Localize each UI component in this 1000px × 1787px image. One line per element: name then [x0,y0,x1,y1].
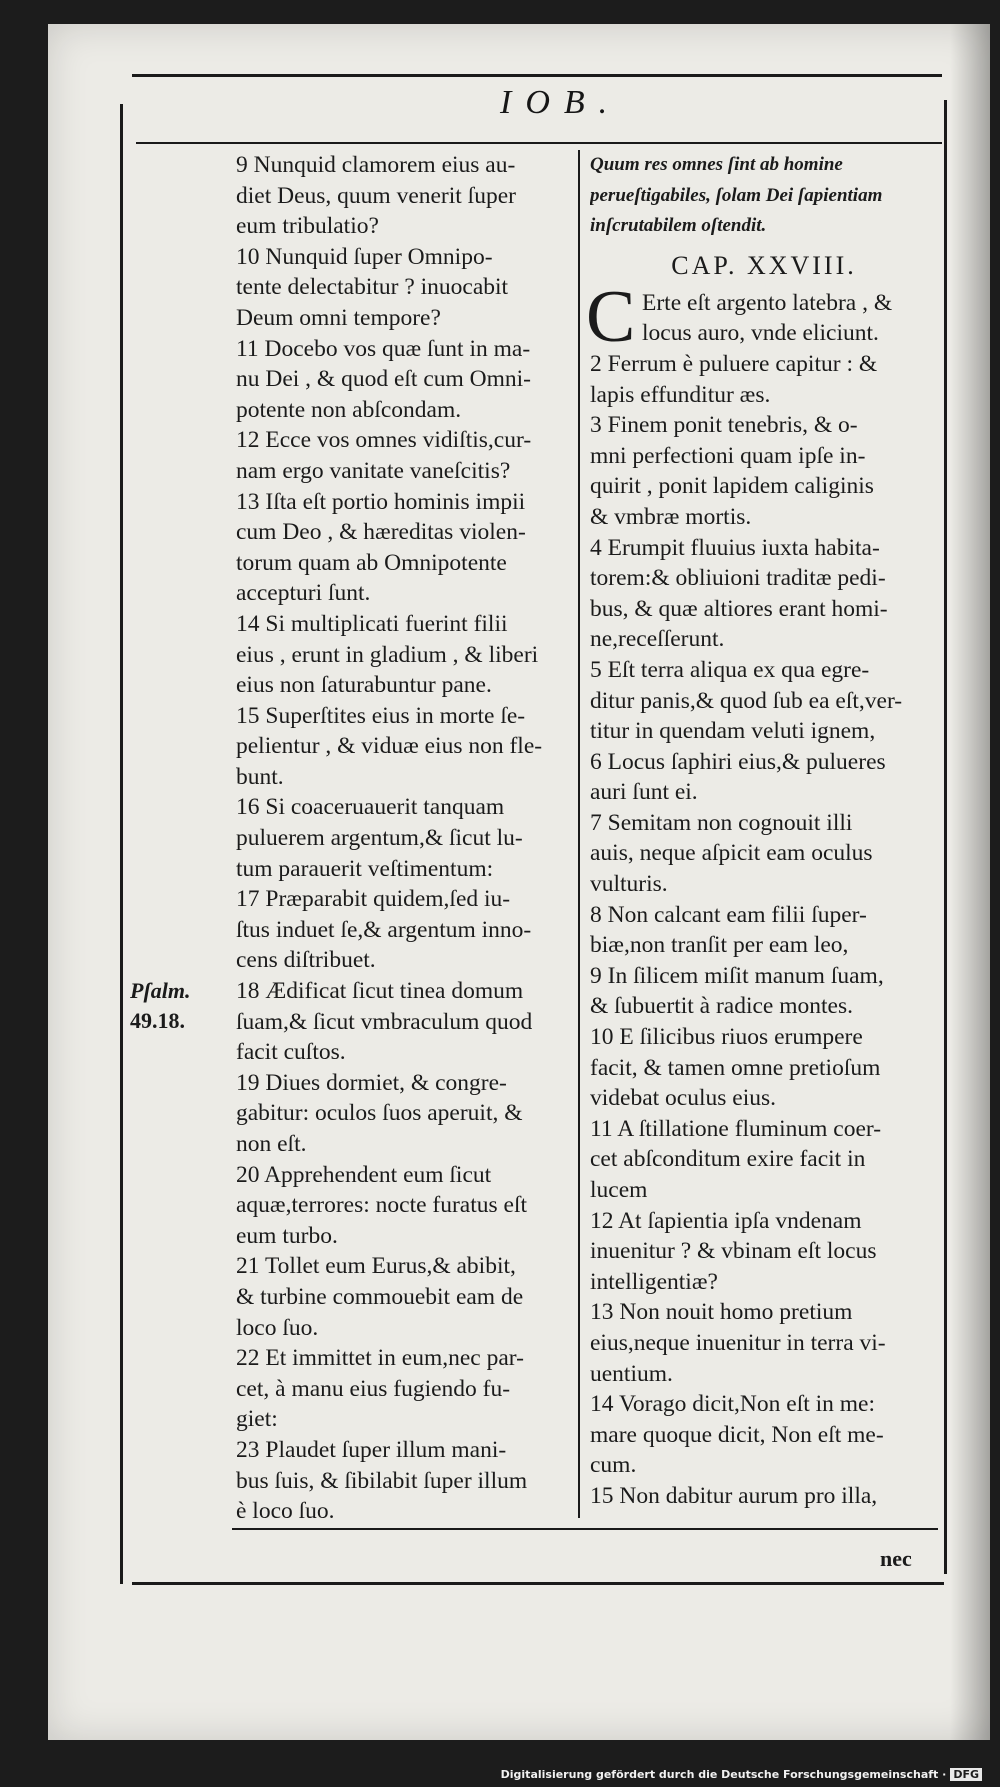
verse-line: facit, & tamen omne pretioſum [590,1054,881,1081]
verse-line: biæ,non tranſit per eam leo, [590,932,849,959]
verse-line: uentium. [590,1360,673,1387]
verse-line: tente delectabitur ? inuocabit [236,274,509,301]
verse-line: 15 Superſtites eius in morte ſe- [236,702,526,729]
bottom-rule [132,1582,944,1585]
verse-line: 13 Iſta eſt portio hominis impii [236,488,526,515]
verse-line: giet: [236,1406,278,1433]
verse-line: auri ſunt ei. [590,779,698,806]
verse-line: intelligentiæ? [590,1268,718,1295]
summary-line: Quum res omnes ſint ab homine [590,154,843,175]
verse-line: quirit , ponit lapidem caliginis [590,473,874,500]
verse-line: gabitur: oculos ſuos aperuit, & [236,1100,523,1127]
verse-line: bus, & quæ altiores erant homi- [590,595,888,622]
verse-line: non eſt. [236,1131,307,1157]
verse-line: accepturi ſunt. [236,580,371,607]
verse-line: pelientur , & viduæ eius non fle- [236,733,543,760]
verse-line: 2 Ferrum è puluere capitur : & [590,350,878,377]
verse-line: ſuam,& ſicut vmbraculum quod [236,1008,533,1035]
verse-line: lucem [590,1177,648,1203]
page-edge-shadow [950,24,990,1740]
verse-line: 22 Et immittet in eum,nec par- [236,1345,524,1372]
margin-note-line2: 49.18. [130,1008,185,1033]
verse-line: 21 Tollet eum Eurus,& abibit, [236,1253,516,1280]
verse-line: & ſubuertit à radice montes. [590,993,853,1020]
verse-line: eius , erunt in gladium , & liberi [236,641,539,668]
column-divider [578,150,580,1518]
verse-line: & vmbræ mortis. [590,503,752,530]
verse-line: torem:& obliuioni traditæ pedi- [590,565,886,592]
verse-line: 23 Plaudet ſuper illum mani- [236,1436,507,1463]
verse-line: & turbine commouebit eam de [236,1283,524,1310]
verse-line: 5 Eſt terra aliqua ex qua egre- [590,656,870,683]
verse-line: cet, à manu eius fugiendo fu- [236,1375,511,1402]
verse-line: mare quoque dicit, Non eſt me- [590,1421,884,1448]
verse-line: 19 Diues dormiet, & congre- [236,1069,507,1096]
running-header: IOB. [500,84,622,121]
verse-line: 18 Ædificat ſicut tinea domum [236,978,524,1005]
chapter-summary [590,150,938,242]
verse-line: ditur panis,& quod ſub ea eſt,ver- [590,687,903,714]
summary-line: inſcrutabilem oſtendit. [590,215,767,237]
digitization-footer [501,1768,982,1781]
verse-line: 14 Si multiplicati fuerint filii [236,610,508,637]
verse-line: inuenitur ? & vbinam eſt locus [590,1238,877,1265]
verse-line: eum tribulatio? [236,213,379,240]
top-rule [132,74,942,77]
verse-line: eius non ſaturabuntur pane. [236,672,492,699]
verse-line: titur in quendam veluti ignem, [590,718,876,745]
verse-line: 3 Finem ponit tenebris, & o- [590,412,858,439]
verse-line: aquæ,terrores: nocte furatus eſt [236,1192,528,1219]
verse-line: 13 Non nouit homo pretium [590,1299,853,1326]
verse-line: puluerem argentum,& ſicut lu- [236,825,523,852]
bottom-text-rule [232,1528,938,1530]
margin-note [130,976,220,1036]
verse-line: 10 Nunquid ſuper Omnipo- [236,243,493,270]
verse-line: 11 A ſtillatione fluminum coer- [590,1115,882,1142]
verse-line: 14 Vorago dicit,Non eſt in me: [590,1391,876,1418]
opening-line: Erte eſt argento latebra , & [642,289,893,316]
right-text-column [586,150,938,1512]
verse-line: 11 Docebo vos quæ ſunt in ma- [236,335,531,362]
verse-line: 10 E ſilicibus riuos erumpere [590,1024,863,1051]
verse-line: tum parauerit veſtimentum: [236,855,494,882]
verse-line: 16 Si coaceruauerit tanquam [236,794,505,821]
verse-line: mni perfectioni quam ipſe in- [590,442,866,469]
verse-line: 15 Non dabitur aurum pro illa, [590,1482,878,1509]
verse-line: nu Dei , & quod eſt cum Omni- [236,366,532,393]
verse-line: cum. [590,1452,637,1479]
verse-line: ſtus induet ſe,& argentum inno- [236,916,532,943]
verse-line: 6 Locus ſaphiri eius,& pulueres [590,748,886,775]
opening-line: locus auro, vnde eliciunt. [642,320,879,347]
footer-text: Digitalisierung gefördert durch die Deutsche Forschungsgemeinschaft · [500,1768,947,1781]
verse-line: auis, neque aſpicit eam oculus [590,840,873,867]
verse-line: cum Deo , & hæreditas violen- [236,519,526,546]
drop-capital: C [586,275,636,358]
verse-line: loco ſuo. [236,1314,319,1341]
summary-line: perueſtigabiles, ſolam Dei ſapientiam [590,184,883,206]
verse-line: nam ergo vanitate vaneſcitis? [236,457,511,484]
verse-line: 12 Ecce vos omnes vidiſtis,cur- [236,427,532,454]
verse-line: è loco ſuo. [236,1498,335,1525]
verse-line: eum turbo. [236,1222,338,1249]
verse-line: 8 Non calcant eam filii ſuper- [590,901,867,928]
header-rule [136,142,942,144]
verse-line: ne,receſſerunt. [590,626,725,653]
left-text-column [236,150,572,1527]
chapter-opening [586,275,938,358]
opening-lines [590,288,938,349]
chapter-heading: CAP. XXVIII. [671,250,857,280]
verse-line: vulturis. [590,871,668,898]
verse-line: facit cuſtos. [236,1039,346,1066]
verse-line: 12 At ſapientia ipſa vndenam [590,1207,862,1234]
verse-line: 9 In ſilicem miſit manum ſuam, [590,962,884,989]
verse-line: bunt. [236,763,284,790]
right-frame-rule [944,100,947,1574]
verse-line: potente non abſcondam. [236,396,462,423]
verse-line: 17 Præparabit quidem,ſed iu- [236,886,511,913]
verse-line: cens diſtribuet. [236,947,376,974]
verse-line: eius,neque inuenitur in terra vi- [590,1329,886,1356]
verse-line: bus ſuis, & ſibilabit ſuper illum [236,1467,528,1494]
right-verse-lines [590,349,938,1512]
verse-line: 9 Nunquid clamorem eius au- [236,152,516,178]
verse-line: lapis effunditur æs. [590,381,771,408]
verse-line: torum quam ab Omnipotente [236,549,507,576]
dfg-logo: DFG [950,1768,982,1781]
verse-line: 7 Semitam non cognouit illi [590,809,853,836]
verse-line: 4 Erumpit fluuius iuxta habita- [590,534,880,561]
verse-line: videbat oculus eius. [590,1085,777,1112]
left-frame-rule [120,104,123,1584]
verse-line: cet abſconditum exire facit in [590,1146,866,1173]
margin-note-line1: Pſalm. [130,978,191,1003]
catchword: nec [880,1546,912,1571]
verse-line: 20 Apprehendent eum ſicut [236,1161,492,1188]
verse-line: diet Deus, quum venerit ſuper [236,182,516,209]
verse-line: Deum omni tempore? [236,304,441,331]
